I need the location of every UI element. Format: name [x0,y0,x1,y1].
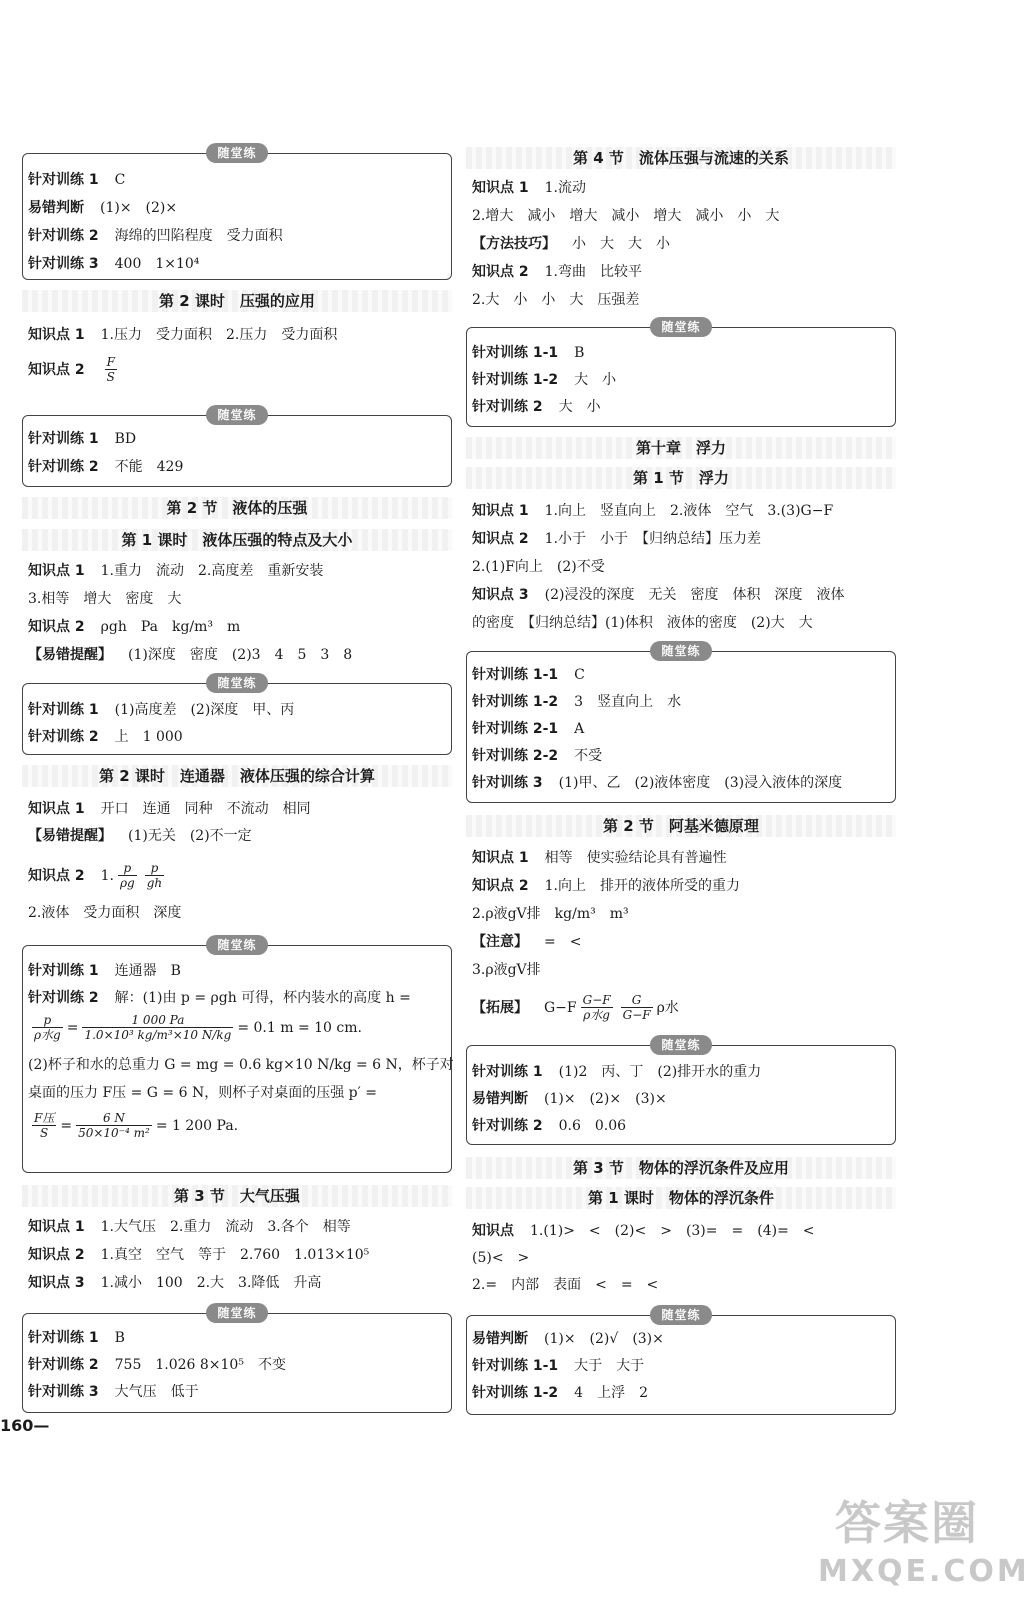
item-label: 针对训练 1 [28,172,99,188]
fraction-numerator: p [118,861,137,876]
answer-line [472,290,639,310]
item-label: 针对训练 2-2 [472,748,559,764]
practice-badge: 随堂练 [650,1035,712,1055]
answer-line [28,799,311,819]
item-answer: = 0.1 m = 10 cm. [237,1019,362,1036]
item-answer: 1.大气压 2.重力 流动 3.各个 相等 [100,1219,351,1235]
answer-line [472,665,585,685]
fraction-numerator: G−F [582,993,611,1007]
fraction-denominator: G−F [622,1008,651,1022]
answer-line [28,226,283,246]
item-answer: 解：(1)由 p = ρgh 可得，杯内装水的高度 h = [114,990,411,1006]
item-answer: 0.6 0.06 [558,1118,627,1134]
item-label: 知识点 1 [28,327,85,343]
section-heading: 第 1 节 浮力 [633,469,729,487]
item-label: 知识点 2 [28,619,85,635]
answer-line [472,1062,761,1082]
formula-line [28,355,121,384]
item-answer: 大 小 [558,399,601,415]
item-answer: 2.大 小 小 大 压强差 [472,292,640,308]
section-heading: 第 4 节 流体压强与流速的关系 [573,149,789,167]
item-answer: 3 竖直向上 水 [574,694,682,710]
item-label: 易错判断 [472,1331,528,1347]
item-answer: 连通器 B [114,963,181,979]
answer-line [472,960,541,980]
item-answer: (1)× (2)× (3)× [544,1091,667,1107]
item-label: 知识点 1 [28,801,85,817]
watermark-text: 答案圈 [835,1496,979,1550]
section-heading: 第 1 课时 液体压强的特点及大小 [121,531,353,549]
answer-line [28,988,411,1008]
page-number: 160— [0,1416,50,1435]
item-label: 针对训练 1-2 [472,1385,559,1401]
fraction [105,355,117,384]
fraction [118,861,137,890]
answer-line [28,1245,369,1265]
answer-line [472,1356,644,1376]
section-heading: 第十章 浮力 [635,439,726,457]
answer-line [28,561,323,581]
answer-line [472,719,584,739]
item-label: 针对训练 2-1 [472,721,559,737]
item-answer: 相等 使实验结论具有普遍性 [544,850,727,866]
answer-line [472,557,605,577]
practice-badge: 随堂练 [206,143,268,163]
answer-line [28,589,181,609]
fraction-denominator: gh [146,876,163,890]
fraction-denominator: ρ水g [34,1028,61,1042]
answer-line [472,343,584,363]
answer-line [472,178,586,198]
item-label: 针对训练 3 [28,256,99,272]
item-answer: 1.真空 空气 等于 2.760 1.013×10⁵ [100,1247,370,1263]
answer-line [28,961,181,981]
answer-line [28,617,240,637]
item-answer: 1.压力 受力面积 2.压力 受力面积 [100,327,338,343]
answer-line [472,692,681,712]
item-label: 知识点 3 [472,587,529,603]
answer-line [28,198,177,218]
item-answer: 2.(1)F向上 (2)不受 [472,559,605,575]
item-label: 针对训练 2 [472,1118,543,1134]
answer-line [472,397,601,417]
item-answer: ρ水 [656,999,679,1016]
answer-line [472,1089,667,1109]
practice-badge: 随堂练 [650,317,712,337]
fraction-denominator: S [106,370,115,384]
fraction-numerator: p [145,861,164,876]
item-label: 针对训练 1-2 [472,694,559,710]
answer-line [472,848,727,868]
section-heading: 第 2 课时 压强的应用 [159,292,315,310]
item-answer: 2.= 内部 表面 < = < [472,1277,659,1293]
answer-line: 桌面的压力 F压 = G = 6 N，则杯子对桌面的压强 p′ = [28,1085,377,1101]
item-answer: (5)< > [472,1250,530,1266]
fraction-numerator: F [106,355,115,369]
item-label: 知识点 1 [472,850,529,866]
item-answer: 1.减小 100 2.大 3.降低 升高 [100,1275,322,1291]
item-label: 针对训练 2 [28,729,99,745]
practice-badge: 随堂练 [650,641,712,661]
item-answer: 1.流动 [544,180,586,196]
item-answer: C [574,667,585,683]
item-answer: (1)深度 密度 (2)3 4 5 3 8 [128,647,353,663]
fraction-numerator: F压 [34,1111,55,1125]
fraction-numerator: p [32,1013,63,1028]
item-answer: 开口 连通 同种 不流动 相同 [100,801,311,817]
item-label: 知识点 1 [472,180,529,196]
item-answer: 1.弯曲 比较平 [544,264,642,280]
item-answer: (1)× (2)× [100,200,178,216]
item-label: 针对训练 2 [28,1357,99,1373]
item-label: 针对训练 3 [472,775,543,791]
item-label: 知识点 2 [472,878,529,894]
item-answer: B [574,345,585,361]
answer-line [28,254,199,274]
item-label: 针对训练 2 [28,459,99,475]
item-label: 针对训练 2 [472,399,543,415]
answer-line [472,1248,529,1268]
answer-line [472,904,629,924]
section-heading: 第 1 课时 物体的浮沉条件 [588,1189,774,1207]
fraction-denominator: 50×10⁻⁴ m² [78,1126,150,1140]
item-label: 针对训练 1 [472,1064,543,1080]
answer-line [28,325,337,345]
fraction [76,1111,152,1140]
item-answer: 大于 大于 [574,1358,645,1374]
formula-line [28,1111,238,1140]
fraction-numerator: 6 N [76,1111,152,1126]
item-label: 易错判断 [472,1091,528,1107]
item-answer: 755 1.026 8×10⁵ 不变 [114,1357,286,1373]
item-label: 针对训练 1-1 [472,345,559,361]
item-label: 知识点 2 [472,531,529,547]
answer-line [28,700,294,720]
item-answer: 不能 429 [114,459,184,475]
answer-line [472,1329,664,1349]
answer-line [472,370,616,390]
answer-line [28,1217,351,1237]
formula-line [28,861,168,890]
item-answer: 2.增大 减小 增大 减小 增大 减小 小 大 [472,208,780,224]
item-answer: 1.向上 排开的液体所受的重力 [544,878,740,894]
formula-line [472,993,679,1022]
answer-line [472,746,602,766]
item-label: 知识点 2 [472,264,529,280]
practice-badge: 随堂练 [206,673,268,693]
item-answer: BD [114,431,137,447]
answer-line [472,876,740,896]
item-label: 知识点 2 [28,867,85,884]
practice-badge: 随堂练 [650,1305,712,1325]
answer-line [28,170,125,190]
watermark-url: MXQE.COM [818,1554,1030,1589]
item-answer: 1.小于 小于 【归纳总结】压力差 [544,531,761,547]
answer-line [28,826,252,846]
item-answer: ρgh Pa kg/m³ m [100,619,241,635]
section-heading: 第 2 节 阿基米德原理 [603,817,759,835]
answer-line [472,773,842,793]
item-label: 知识点 [472,1223,514,1239]
item-label: 【易错提醒】 [28,828,112,844]
item-label: 针对训练 1 [28,1330,99,1346]
item-label: 易错判断 [28,200,84,216]
item-label: 针对训练 1 [28,702,99,718]
practice-badge: 随堂练 [206,935,268,955]
fraction [145,861,164,890]
watermark-logo [818,1494,1030,1612]
section-heading: 第 3 节 物体的浮沉条件及应用 [573,1159,789,1177]
answer-line [472,529,761,549]
answer-line [472,1275,658,1295]
answer-line [28,457,183,477]
item-answer: 上 1 000 [114,729,183,745]
item-label: 知识点 2 [28,1247,85,1263]
answer-line [472,262,642,282]
item-label: 针对训练 2 [28,990,99,1006]
item-label: 知识点 3 [28,1275,85,1291]
answer-line [28,1355,286,1375]
item-label: 针对训练 1-2 [472,372,559,388]
item-answer: A [574,721,585,737]
item-answer: (1)2 丙、丁 (2)排开水的重力 [558,1064,762,1080]
item-label: 针对训练 1-1 [472,1358,559,1374]
item-answer: 2.ρ液gV排 kg/m³ m³ [472,906,629,922]
item-answer: (2)浸没的深度 无关 密度 体积 深度 液体 [544,587,845,603]
answer-line [472,1116,626,1136]
fraction [82,1013,233,1042]
item-answer: (1)无关 (2)不一定 [128,828,252,844]
answer-line [472,613,813,633]
item-answer: G−F [544,999,577,1016]
item-label: 针对训练 1 [28,431,99,447]
item-answer: 2.液体 受力面积 深度 [28,905,182,921]
answer-line [28,429,136,449]
answer-line [472,501,833,521]
practice-badge: 随堂练 [206,405,268,425]
item-answer: 1. [100,867,114,884]
item-answer: = 1 200 Pa. [155,1117,239,1134]
item-label: 【方法技巧】 [472,236,556,252]
answer-line [472,932,581,952]
item-answer: 3.ρ液gV排 [472,962,541,978]
answer-line [472,1383,648,1403]
item-answer: (1)× (2)√ (3)× [544,1331,664,1347]
fraction-numerator: 1 000 Pa [82,1013,233,1028]
item-answer: 大 小 [574,372,617,388]
fraction-denominator: ρg [119,876,135,890]
item-label: 针对训练 1-1 [472,667,559,683]
equals: = [60,1117,73,1134]
answer-line [28,727,183,747]
fraction-numerator: G [621,993,653,1008]
fraction [32,1013,63,1042]
answer-line [472,206,779,226]
fraction [581,993,613,1022]
answer-line [28,1328,125,1348]
item-answer: B [114,1330,125,1346]
answer-line [28,1273,321,1293]
item-answer: 3.相等 增大 密度 大 [28,591,182,607]
item-answer: 大气压 低于 [114,1384,199,1400]
item-answer: 1.向上 竖直向上 2.液体 空气 3.(3)G−F [544,503,834,519]
item-answer: (1)高度差 (2)深度 甲、丙 [114,702,295,718]
item-label: 知识点 1 [28,563,85,579]
item-label: 针对训练 3 [28,1384,99,1400]
item-answer: 小 大 大 小 [572,236,670,252]
section-heading: 第 3 节 大气压强 [174,1187,300,1205]
answer-line [472,1221,815,1241]
item-answer: 的密度 【归纳总结】(1)体积 液体的密度 (2)大 大 [472,615,813,631]
section-heading: 第 2 节 液体的压强 [166,499,308,517]
item-answer: 400 1×10⁴ [114,256,200,272]
item-answer: C [114,172,126,188]
item-label: 【易错提醒】 [28,647,112,663]
item-answer: 1.(1)> < (2)< > (3)= = (4)= < [530,1223,815,1239]
equals: = [66,1019,79,1036]
answer-line [28,1382,199,1402]
fraction-denominator: ρ水g [583,1008,610,1022]
item-label: 知识点 2 [28,361,85,378]
item-answer: 不受 [574,748,603,764]
item-answer: 1.重力 流动 2.高度差 重新安装 [100,563,324,579]
item-label: 知识点 1 [28,1219,85,1235]
section-heading: 第 2 课时 连通器 液体压强的综合计算 [99,767,375,785]
fraction-denominator: S [40,1126,49,1140]
fraction [32,1111,56,1140]
answer-line [472,585,844,605]
item-answer: (1)甲、乙 (2)液体密度 (3)浸入液体的深度 [558,775,843,791]
answer-line [28,645,352,665]
item-answer: 海绵的凹陷程度 受力面积 [114,228,283,244]
formula-line [28,1013,362,1042]
answer-line [472,234,670,254]
item-label: 【注意】 [472,934,528,950]
practice-badge: 随堂练 [206,1303,268,1323]
fraction [621,993,653,1022]
item-label: 知识点 1 [472,503,529,519]
item-answer: 4 上浮 2 [574,1385,648,1401]
item-label: 针对训练 2 [28,228,99,244]
item-answer: = < [544,934,582,950]
answer-line [28,903,181,923]
item-label: 针对训练 1 [28,963,99,979]
answer-line: (2)杯子和水的总重力 G = mg = 0.6 kg×10 N/kg = 6 N，杯子对 [28,1057,454,1073]
fraction-denominator: 1.0×10³ kg/m³×10 N/kg [84,1028,232,1042]
item-label: 【拓展】 [472,999,528,1016]
